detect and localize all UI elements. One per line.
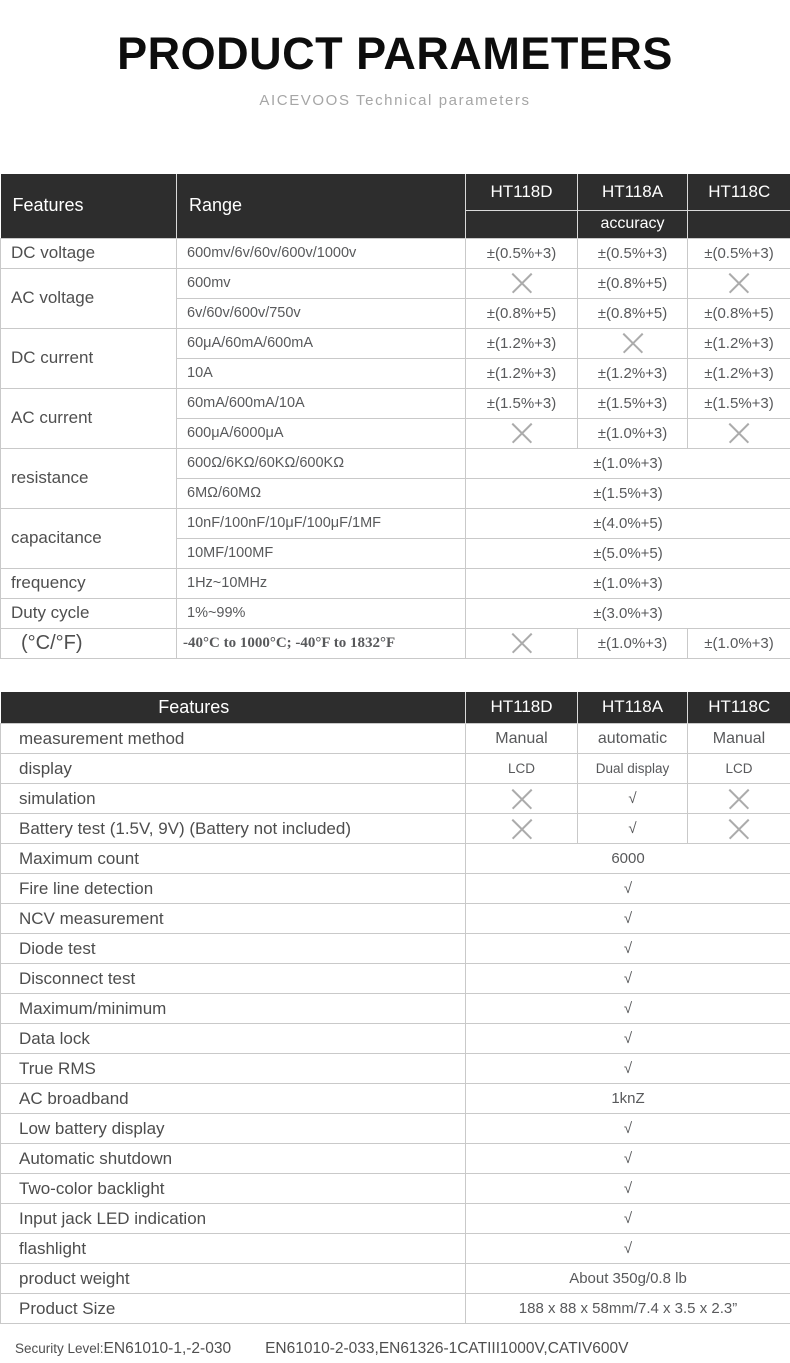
feature-value: √ [466, 1234, 790, 1264]
table-row [1, 1294, 790, 1324]
x-mark-icon [511, 273, 533, 293]
feature-value [466, 814, 578, 844]
feature-name: Fire line detection [1, 874, 466, 904]
accuracy-value: ±(0.8%+5) [688, 298, 790, 328]
accuracy-value: ±(0.8%+5) [466, 298, 578, 328]
x-mark-icon [622, 333, 644, 353]
x-mark-icon [728, 273, 750, 293]
x-mark-icon [511, 633, 533, 653]
range-value: 10nF/100nF/10μF/100μF/1MF [177, 508, 466, 538]
table-row [1, 964, 790, 994]
table-row [1, 238, 790, 268]
accuracy-spacer-cell [466, 210, 578, 238]
table-row [1, 844, 790, 874]
column-header-features: Features [1, 174, 177, 238]
range-value: 60μA/60mA/600mA [177, 328, 466, 358]
column-header-model-ht118d: HT118D [466, 692, 578, 724]
accuracy-value: ±(1.5%+3) [466, 388, 578, 418]
feature-label: capacitance [1, 508, 177, 568]
feature-label: resistance [1, 448, 177, 508]
feature-name: product weight [1, 1264, 466, 1294]
security-level-value: EN61010-2-033,EN61326-1CATIII1000V,CATIV600V [265, 1340, 629, 1357]
range-value: 10A [177, 358, 466, 388]
feature-value: Dual display [578, 754, 688, 784]
feature-name: Maximum/minimum [1, 994, 466, 1024]
feature-value: √ [466, 1054, 790, 1084]
feature-value: √ [466, 994, 790, 1024]
feature-value: 1knZ [466, 1084, 790, 1114]
table-row [1, 874, 790, 904]
accuracy-value: ±(0.5%+3) [578, 238, 688, 268]
column-header-model-ht118d: HT118D [466, 174, 578, 210]
table-row [1, 1024, 790, 1054]
table-row [1, 598, 790, 628]
accuracy-value: ±(1.2%+3) [688, 328, 790, 358]
feature-name: AC broadband [1, 1084, 466, 1114]
feature-value: About 350g/0.8 lb [466, 1264, 790, 1294]
column-header-model-ht118a: HT118A [578, 174, 688, 210]
accuracy-label: accuracy [578, 210, 688, 238]
table-row [1, 1144, 790, 1174]
table-row [1, 1084, 790, 1114]
table-row [1, 994, 790, 1024]
feature-value: 6000 [466, 844, 790, 874]
table-row [1, 934, 790, 964]
accuracy-value: ±(1.2%+3) [466, 358, 578, 388]
accuracy-value: ±(0.8%+5) [578, 268, 688, 298]
x-mark-icon [728, 819, 750, 839]
table-row [1, 784, 790, 814]
feature-name: Maximum count [1, 844, 466, 874]
accuracy-value: ±(0.5%+3) [688, 238, 790, 268]
accuracy-value: ±(1.0%+3) [466, 448, 790, 478]
feature-value: 188 x 88 x 58mm/7.4 x 3.5 x 2.3” [466, 1294, 790, 1324]
table-row [1, 448, 790, 478]
feature-label: AC voltage [1, 268, 177, 328]
range-value: 600Ω/6KΩ/60KΩ/600KΩ [177, 448, 466, 478]
accuracy-value: ±(1.2%+3) [466, 328, 578, 358]
accuracy-value: ±(1.2%+3) [688, 358, 790, 388]
feature-name: Battery test (1.5V, 9V) (Battery not included) [1, 814, 466, 844]
range-value: 60mA/600mA/10A [177, 388, 466, 418]
column-header-model-ht118a: HT118A [578, 692, 688, 724]
table-row [1, 1114, 790, 1144]
accuracy-value: ±(1.5%+3) [688, 388, 790, 418]
accuracy-table [0, 174, 790, 659]
feature-value: automatic [578, 724, 688, 754]
table-row [1, 328, 790, 358]
feature-value: √ [466, 1174, 790, 1204]
feature-value: LCD [466, 754, 578, 784]
feature-name: NCV measurement [1, 904, 466, 934]
accuracy-value: ±(0.5%+3) [466, 238, 578, 268]
feature-label: Duty cycle [1, 598, 177, 628]
range-value: 600mv/6v/60v/600v/1000v [177, 238, 466, 268]
accuracy-value: ±(1.2%+3) [578, 358, 688, 388]
feature-label: (°C/°F) [1, 628, 177, 658]
feature-value: √ [466, 1144, 790, 1174]
security-level-footer [0, 1340, 790, 1358]
x-mark-icon [511, 819, 533, 839]
column-header-range: Range [177, 174, 466, 238]
table-row [1, 568, 790, 598]
accuracy-value: ±(1.0%+3) [688, 628, 790, 658]
accuracy-value [578, 328, 688, 358]
accuracy-value: ±(0.8%+5) [578, 298, 688, 328]
range-value: 10MF/100MF [177, 538, 466, 568]
column-header-model-ht118c: HT118C [688, 692, 790, 724]
range-value: 1%~99% [177, 598, 466, 628]
feature-value: √ [578, 814, 688, 844]
feature-value: LCD [688, 754, 790, 784]
features-table [0, 692, 790, 1325]
range-value: 6v/60v/600v/750v [177, 298, 466, 328]
feature-value: Manual [466, 724, 578, 754]
feature-value: √ [466, 874, 790, 904]
accuracy-value: ±(1.0%+3) [578, 418, 688, 448]
feature-value: Manual [688, 724, 790, 754]
feature-name: Data lock [1, 1024, 466, 1054]
feature-value: √ [578, 784, 688, 814]
feature-name: True RMS [1, 1054, 466, 1084]
accuracy-value: ±(1.0%+3) [578, 628, 688, 658]
table-row [1, 724, 790, 754]
feature-label: AC current [1, 388, 177, 448]
feature-name: Product Size [1, 1294, 466, 1324]
table-row [1, 1204, 790, 1234]
security-level-value: EN61010-1,-2-030 [103, 1340, 232, 1357]
x-mark-icon [511, 423, 533, 443]
page-subtitle: AICEVOOS Technical parameters [259, 92, 531, 109]
table-row [1, 268, 790, 298]
feature-value [466, 784, 578, 814]
accuracy-value: ±(1.5%+3) [466, 478, 790, 508]
accuracy-value: ±(5.0%+5) [466, 538, 790, 568]
feature-value [688, 784, 790, 814]
feature-name: measurement method [1, 724, 466, 754]
table-row [1, 814, 790, 844]
accuracy-table-header-row [1, 174, 790, 210]
accuracy-value [688, 418, 790, 448]
range-value: 600mv [177, 268, 466, 298]
table-row [1, 508, 790, 538]
range-value: -40°C to 1000°C; -40°F to 1832°F [177, 628, 466, 658]
table-row [1, 1234, 790, 1264]
range-value: 1Hz~10MHz [177, 568, 466, 598]
accuracy-value [466, 418, 578, 448]
x-mark-icon [728, 789, 750, 809]
table-row [1, 904, 790, 934]
feature-name: simulation [1, 784, 466, 814]
feature-value: √ [466, 964, 790, 994]
feature-name: Diode test [1, 934, 466, 964]
accuracy-value: ±(4.0%+5) [466, 508, 790, 538]
security-level-label: Security Level: [15, 1341, 104, 1356]
feature-name: Disconnect test [1, 964, 466, 994]
feature-name: flashlight [1, 1234, 466, 1264]
features-table-header-row [1, 692, 790, 724]
x-mark-icon [728, 423, 750, 443]
range-value: 6MΩ/60MΩ [177, 478, 466, 508]
table-row [1, 388, 790, 418]
feature-name: Automatic shutdown [1, 1144, 466, 1174]
accuracy-value [688, 268, 790, 298]
feature-name: Input jack LED indication [1, 1204, 466, 1234]
column-header-model-ht118c: HT118C [688, 174, 790, 210]
table-row [1, 754, 790, 784]
table-row [1, 1054, 790, 1084]
feature-name: display [1, 754, 466, 784]
column-header-features: Features [1, 692, 466, 724]
feature-label: DC current [1, 328, 177, 388]
feature-value: √ [466, 1114, 790, 1144]
feature-name: Two-color backlight [1, 1174, 466, 1204]
accuracy-value [466, 628, 578, 658]
table-row [1, 628, 790, 658]
page-title: PRODUCT PARAMETERS [117, 28, 673, 79]
feature-value: √ [466, 904, 790, 934]
table-row [1, 1264, 790, 1294]
feature-value [688, 814, 790, 844]
accuracy-value: ±(1.0%+3) [466, 568, 790, 598]
accuracy-spacer-cell [688, 210, 790, 238]
feature-name: Low battery display [1, 1114, 466, 1144]
feature-value: √ [466, 1024, 790, 1054]
feature-label: frequency [1, 568, 177, 598]
feature-label: DC voltage [1, 238, 177, 268]
accuracy-value: ±(1.5%+3) [578, 388, 688, 418]
accuracy-value [466, 268, 578, 298]
x-mark-icon [511, 789, 533, 809]
feature-value: √ [466, 1204, 790, 1234]
feature-value: √ [466, 934, 790, 964]
range-value: 600μA/6000μA [177, 418, 466, 448]
table-row [1, 1174, 790, 1204]
accuracy-value: ±(3.0%+3) [466, 598, 790, 628]
